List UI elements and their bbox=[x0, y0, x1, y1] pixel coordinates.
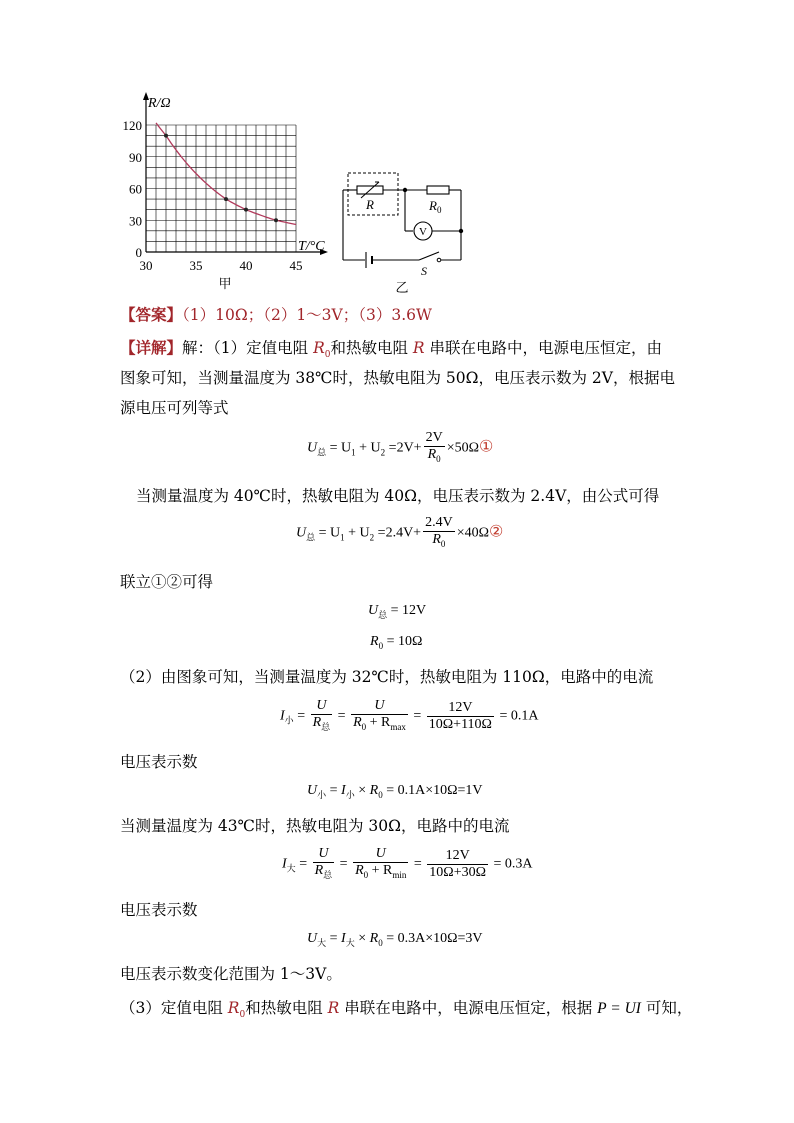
circuit-diagram bbox=[335, 165, 475, 295]
y-tick-label: 120 bbox=[122, 118, 142, 133]
x-axis-label: T/°C bbox=[298, 239, 325, 254]
curve-point bbox=[244, 208, 248, 212]
equation-1: $U_总 = U_1 + U_2 =2V+$ $\frac{2V}{R_0}$ ×50Ω① bbox=[307, 430, 494, 464]
x-tick-label: 40 bbox=[239, 258, 253, 273]
detail-line-3: 源电压可列等式 bbox=[120, 399, 229, 417]
switch-blade bbox=[419, 252, 439, 260]
x-tick-labels bbox=[140, 258, 303, 273]
equation-marker-1: ① bbox=[479, 438, 494, 456]
y-tick-label: 90 bbox=[129, 149, 142, 165]
equation-marker-2: ② bbox=[489, 523, 504, 541]
detail-tag: 【详解】 bbox=[120, 338, 183, 357]
x-tick-label: 45 bbox=[289, 258, 303, 273]
resistor-r0-label: $R_0$ bbox=[429, 198, 442, 215]
equation-4: $R_0 = 10\Omega$ bbox=[370, 634, 423, 651]
answer-text: （1）10Ω；（2）1～3V；（3）3.6W bbox=[182, 306, 432, 324]
thermistor-slash bbox=[361, 182, 379, 198]
answer-tag: 【答案】 bbox=[120, 305, 183, 324]
equation-5: $I_小$ = $\frac{U}{R_总}$ = $\frac{U}{R_0 + R_{max}}$ = $\frac{12V}{10\Omega+110\Omega}$ = 0.1A bbox=[280, 698, 539, 732]
resistance-temperature-graph bbox=[110, 90, 330, 290]
equation-3: $U_总 = 12V$ bbox=[368, 603, 427, 620]
equation-6: $U_小 = I_小 \times R_0 = 0.1A\times 10\Omega=1V$ bbox=[307, 783, 483, 800]
detail-line-9: 电压表示数 bbox=[120, 901, 198, 919]
detail-line-4: 当测量温度为 40℃时，热敏电阻为 40Ω，电压表示数为 2.4V，由公式可得 bbox=[136, 487, 660, 505]
graph-grid bbox=[146, 125, 296, 252]
detail-line-5: 联立①②可得 bbox=[120, 573, 214, 591]
y-tick-labels bbox=[123, 118, 143, 260]
curve-point bbox=[274, 218, 278, 222]
switch-label: S bbox=[421, 264, 427, 278]
detail-line-10: 电压表示数变化范围为 1～3V。 bbox=[120, 965, 342, 983]
x-tick-label: 30 bbox=[139, 258, 153, 273]
x-tick-label: 35 bbox=[189, 258, 203, 273]
detail-line-1: 【详解】解：（1）定值电阻 $R_0$和热敏电阻 R 串联在电路中，电源电压恒定，由 bbox=[120, 338, 663, 361]
y-tick-label: 60 bbox=[129, 181, 142, 197]
equation-7: $I_大$ = $\frac{U}{R_总}$ = $\frac{U}{R_0 + R_{min}}$ = $\frac{12V}{10\Omega+30\Omega}$ = 0.3A bbox=[282, 846, 533, 880]
y-tick-label: 30 bbox=[129, 213, 142, 229]
equation-2: $U_总 = U_1 + U_2 =2.4V+$ $\frac{2.4V}{R_0}$ ×40Ω② bbox=[296, 515, 504, 549]
y-axis-label: R/Ω bbox=[148, 96, 171, 111]
detail-line-7: 电压表示数 bbox=[120, 753, 198, 771]
resistor-r0-symbol bbox=[427, 186, 449, 194]
thermistor-label: R bbox=[366, 197, 374, 212]
figure-caption-jia: 甲 bbox=[218, 276, 232, 290]
y-tick-label: 0 bbox=[135, 245, 142, 260]
equation-8: $U_大 = I_大 \times R_0 = 0.3A\times 10\Omega=3V$ bbox=[307, 931, 483, 948]
detail-line-2: 图象可知，当测量温度为 38℃时，热敏电阻为 50Ω，电压表示数为 2V，根据电 bbox=[120, 369, 675, 387]
answer-line bbox=[120, 303, 432, 327]
voltmeter-label: V bbox=[419, 226, 427, 238]
curve-point bbox=[224, 197, 228, 201]
detail-line-11: （3）定值电阻 $R_0$和热敏电阻 R 串联在电路中，电源电压恒定，根据 P = UI 可知， bbox=[120, 999, 693, 1021]
curve-point bbox=[164, 134, 168, 138]
figure-caption-yi: 乙 bbox=[395, 280, 409, 295]
detail-line-8: 当测量温度为 43℃时，热敏电阻为 30Ω，电路中的电流 bbox=[120, 817, 510, 835]
detail-line-6: （2）由图象可知，当测量温度为 32℃时，热敏电阻为 110Ω，电路中的电流 bbox=[120, 668, 654, 686]
